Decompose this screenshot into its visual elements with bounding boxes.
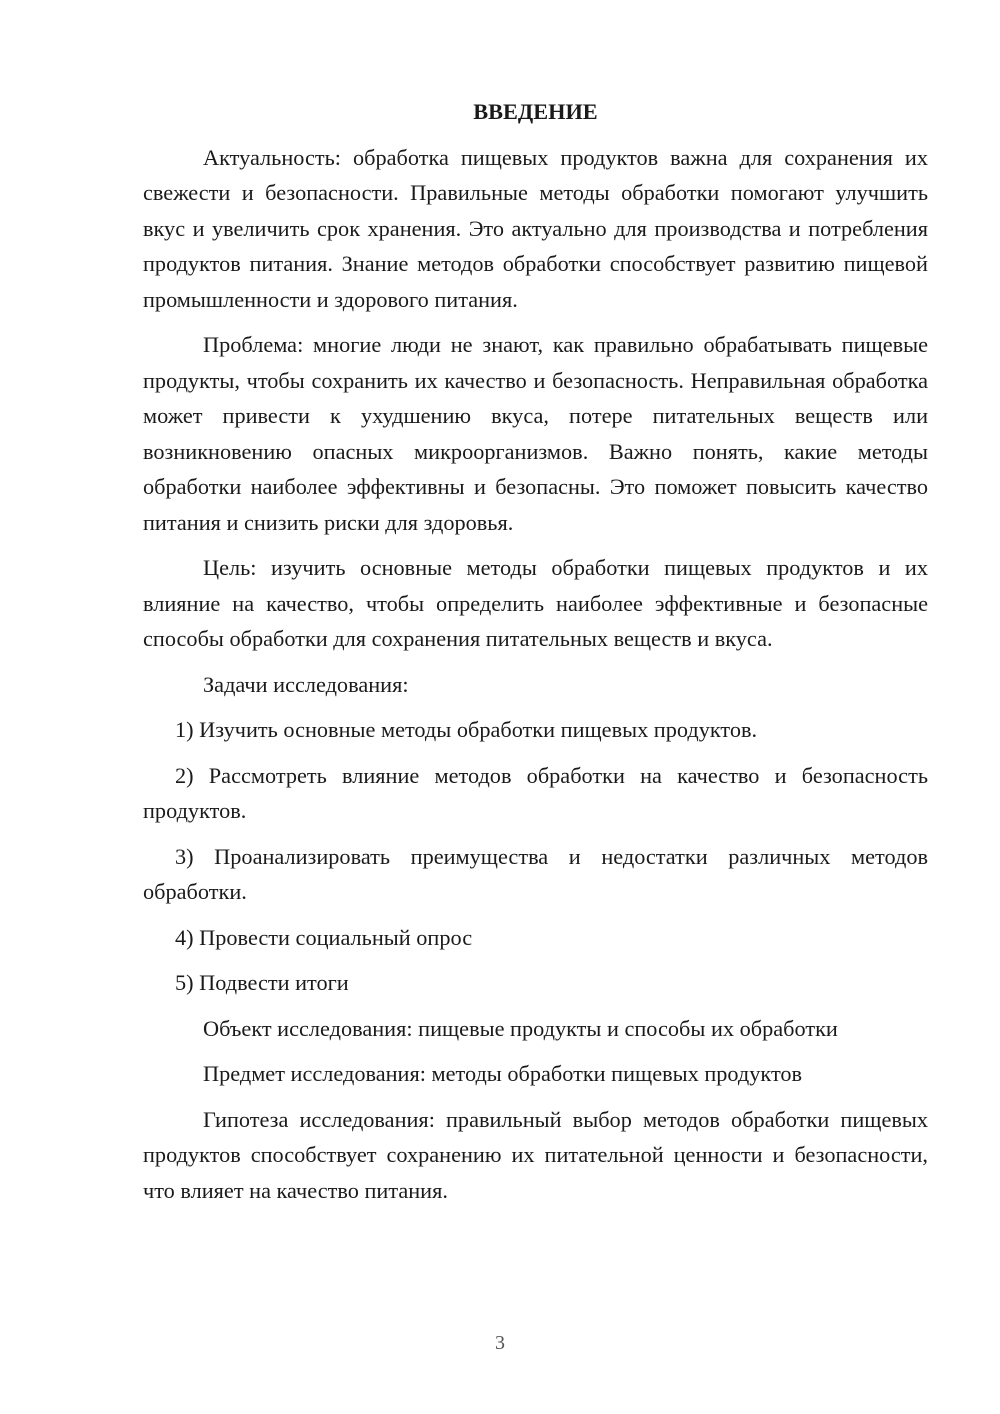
goal-paragraph: Цель: изучить основные методы обработки пищевых продуктов и их влияние на качество, чтобы определить наиболее эффективные и безопасные способы обработки для сохранения питательных веществ и вкуса.: [143, 555, 928, 651]
task-item-3: 3) Проанализировать преимущества и недостатки различных методов обработки.: [143, 843, 928, 904]
relevance-paragraph: Актуальность: обработка пищевых продуктов важна для сохранения их свежести и безопасности. Правильные методы обработки помогают улучшить вкус и увеличить срок хранения. Это актуально для производства и потребления продуктов питания. Знание методов обработки способствует развитию пищевой промышленности и здорового питания.: [143, 144, 928, 312]
task-item-2: 2) Рассмотреть влияние методов обработки на качество и безопасность продуктов.: [143, 762, 928, 823]
research-subject: Предмет исследования: методы обработки пищевых продуктов: [203, 1061, 803, 1086]
research-object: Объект исследования: пищевые продукты и способы их обработки: [203, 1015, 838, 1041]
task-item-1: 1) Изучить основные методы обработки пищевых продуктов.: [175, 717, 758, 742]
page-title: ВВЕДЕНИЕ: [473, 99, 598, 124]
page-number: 3: [495, 1332, 505, 1354]
page-content: [143, 94, 928, 1218]
research-hypothesis: Гипотеза исследования: правильный выбор методов обработки пищевых продуктов способствует сохранению их питательной ценности и безопасности, что влияет на качество питания.: [143, 1106, 928, 1203]
task-item-4: 4) Провести социальный опрос: [175, 924, 473, 950]
tasks-heading: Задачи исследования:: [203, 671, 409, 697]
problem-paragraph: Проблема: многие люди не знают, как правильно обрабатывать пищевые продукты, чтобы сохранить их качество и безопасность. Неправильная обработка может привести к ухудшению вкуса, потере питательных веществ или возникновению опасных микроорганизмов. Важно понять, какие методы обработки наиболее эффективны и безопасны. Это поможет повысить качество питания и снизить риски для здоровья.: [143, 332, 928, 535]
task-item-5: 5) Подвести итоги: [175, 970, 349, 995]
